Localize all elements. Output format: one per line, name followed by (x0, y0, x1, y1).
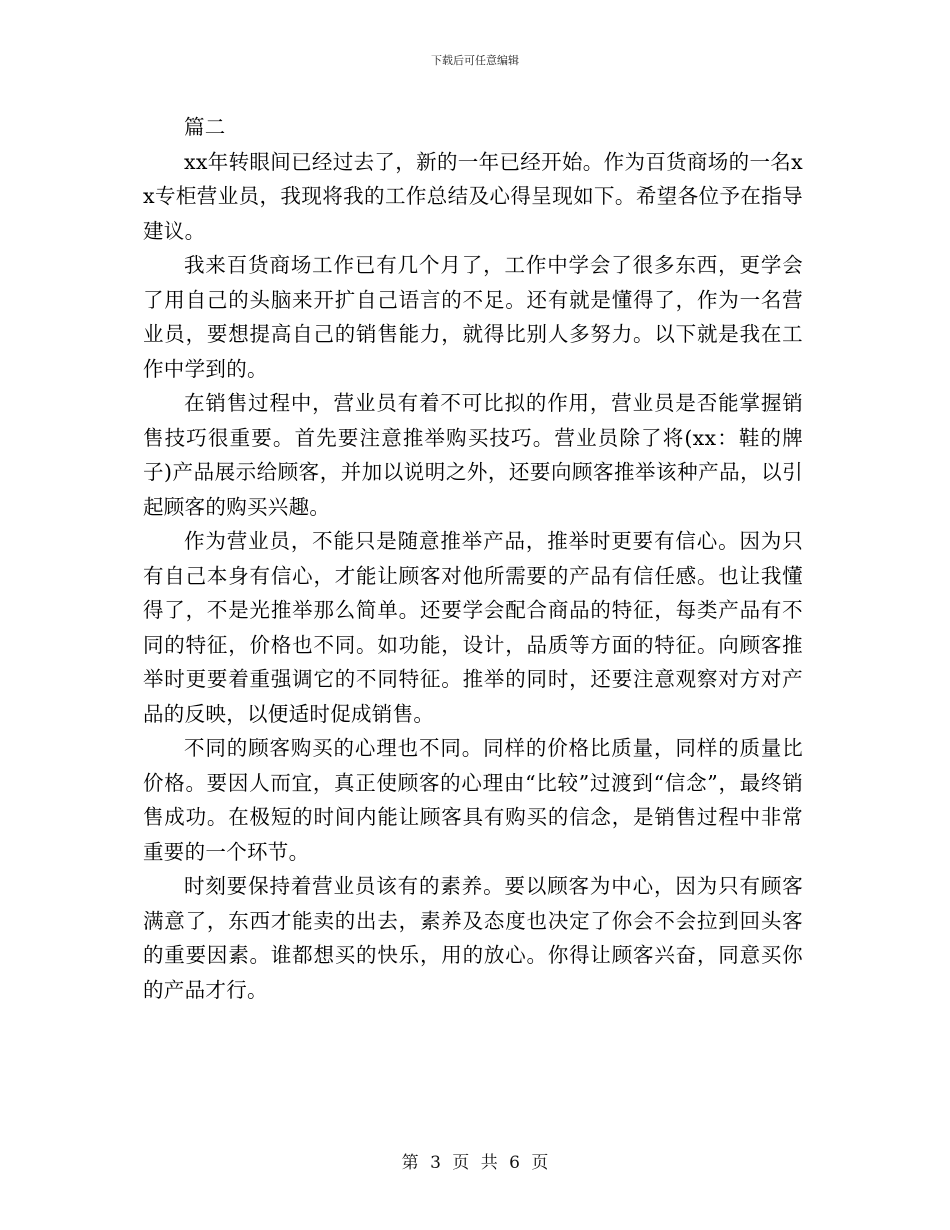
paragraph-5: 不同的顾客购买的心理也不同。同样的价格比质量，同样的质量比价格。要因人而宜，真正使顾客的心理由“比较”过渡到“信念”，最终销售成功。在极短的时间内能让顾客具有购买的信念，是销售过程中非常重要的一个环节。 (143, 736, 803, 864)
paragraph-2: 我来百货商场工作已有几个月了，工作中学会了很多东西，更学会了用自己的头脑来开扩自己语言的不足。还有就是懂得了，作为一名营业员，要想提高自己的销售能力，就得比别人多努力。以下就是我在工作中学到的。 (143, 253, 803, 381)
paragraph-6: 时刻要保持着营业员该有的素养。要以顾客为中心，因为只有顾客满意了，东西才能卖的出去，素养及态度也决定了你会不会拉到回头客的重要因素。谁都想买的快乐，用的放心。你得让顾客兴奋，同意买你的产品才行。 (143, 874, 803, 1002)
page-header-note: 下载后可任意编辑 (431, 54, 519, 67)
paragraph-4: 作为营业员，不能只是随意推举产品，推举时更要有信心。因为只有自己本身有信心，才能让顾客对他所需要的产品有信任感。也让我懂得了，不是光推举那么简单。还要学会配合商品的特征，每类产品有不同的特征，价格也不同。如功能，设计，品质等方面的特征。向顾客推举时更要着重强调它的不同特征。推举的同时，还要注意观察对方对产品的反映，以便适时促成销售。 (143, 529, 803, 726)
page-unit: 页 (452, 1153, 470, 1173)
document-body (143, 110, 803, 1007)
current-page-number: 3 (430, 1153, 441, 1173)
paragraph-1: xx年转眼间已经过去了，新的一年已经开始。作为百货商场的一名xx专柜营业员，我现将我的工作总结及心得呈现如下。希望各位予在指导建议。 (143, 149, 803, 243)
section-title: 篇二 (184, 115, 226, 139)
total-page-count: 6 (509, 1153, 520, 1173)
page-prefix: 第 (401, 1153, 419, 1173)
paragraph-3: 在销售过程中，营业员有着不可比拟的作用，营业员是否能掌握销售技巧很重要。首先要注意推举购买技巧。营业员除了将(xx：鞋的牌子)产品展示给顾客，并加以说明之外，还要向顾客推举该种产品，以引起顾客的购买兴趣。 (143, 391, 803, 519)
page-number-footer (0, 1152, 950, 1174)
total-prefix: 共 (480, 1153, 498, 1173)
total-unit: 页 (531, 1153, 549, 1173)
